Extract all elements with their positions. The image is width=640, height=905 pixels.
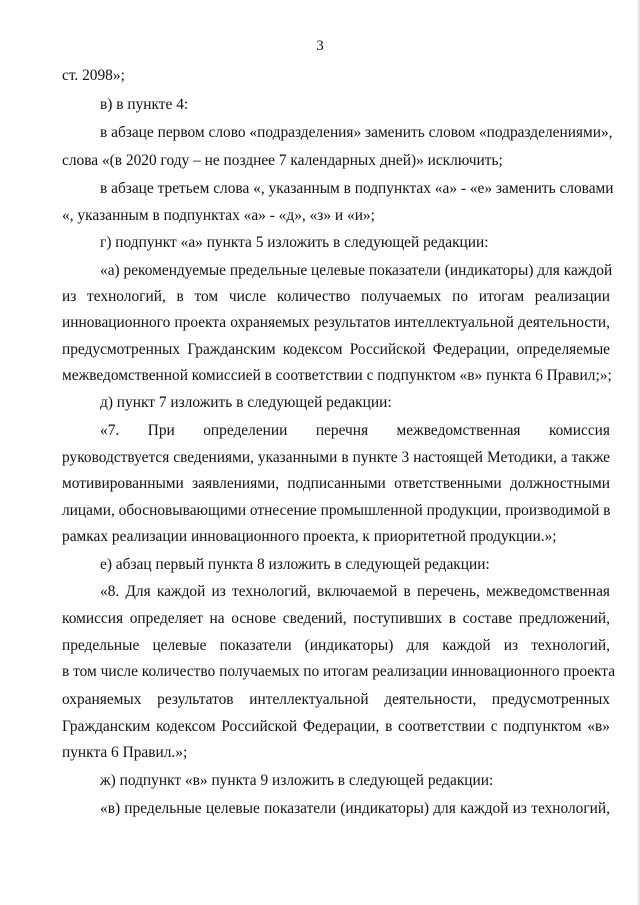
text-line: слова «(в 2020 году – не позднее 7 календарных дней)» исключить; xyxy=(62,152,503,169)
text-line: комиссия определяет на основе сведений, поступивших в составе предложений, xyxy=(62,610,610,627)
text-line: г) подпункт «а» пункта 5 изложить в следующей редакции: xyxy=(100,234,489,251)
text-line: в абзаце первом слово «подразделения» заменить словом «подразделениями», xyxy=(100,124,613,141)
text-line: охраняемых результатов интеллектуальной деятельности, предусмотренных xyxy=(62,691,610,708)
text-line: «в) предельные целевые показатели (индикаторы) для каждой из технологий, xyxy=(100,800,610,817)
text-line: ст. 2098»; xyxy=(62,67,125,84)
text-line: в том числе количество получаемых по итогам реализации инновационного проекта xyxy=(62,663,616,680)
text-line: руководствуется сведениями, указанными в пункте 3 настоящей Методики, а также xyxy=(62,449,610,466)
text-line: лицами, обосновывающими отнесение промышленной продукции, производимой в xyxy=(62,502,611,519)
text-line: ж) подпункт «в» пункта 9 изложить в следующей редакции: xyxy=(100,772,494,789)
text-line: предельные целевые показатели (индикаторы) для каждой из технологий, xyxy=(62,637,610,654)
text-line: «а) рекомендуемые предельные целевые показатели (индикаторы) для каждой xyxy=(100,262,613,279)
text-line: д) пункт 7 изложить в следующей редакции: xyxy=(100,394,392,411)
text-line: инновационного проекта охраняемых результатов интеллектуальной деятельности, xyxy=(62,314,610,331)
text-line: «8. Для каждой из технологий, включаемой в перечень, межведомственная xyxy=(100,583,610,600)
page-number: 3 xyxy=(316,38,324,54)
text-line: в) в пункте 4: xyxy=(100,96,189,113)
text-line: Гражданским кодексом Российской Федерации, в соответствии с подпунктом «в» xyxy=(62,718,610,735)
text-line: «, указанным в подпунктах «а» - «д», «з» и «и»; xyxy=(62,207,375,224)
text-line: мотивированными заявлениями, подписанными ответственными должностными xyxy=(62,475,610,492)
text-line: «7. При определении перечня межведомственная комиссия xyxy=(100,422,610,439)
text-line: предусмотренных Гражданским кодексом Российской Федерации, определяемые xyxy=(62,341,610,358)
text-line: пункта 6 Правил.»; xyxy=(62,744,188,761)
text-line: е) абзац первый пункта 8 изложить в следующей редакции: xyxy=(100,556,490,573)
text-line: в абзаце третьем слова «, указанным в подпунктах «а» - «е» заменить словами xyxy=(100,180,614,197)
text-line: из технологий, в том числе количество получаемых по итогам реализации xyxy=(62,288,610,305)
text-line: рамках реализации инновационного проекта, к приоритетной продукции.»; xyxy=(62,528,557,545)
text-line: межведомственной комиссией в соответствии с подпунктом «в» пункта 6 Правил;»; xyxy=(62,367,612,384)
